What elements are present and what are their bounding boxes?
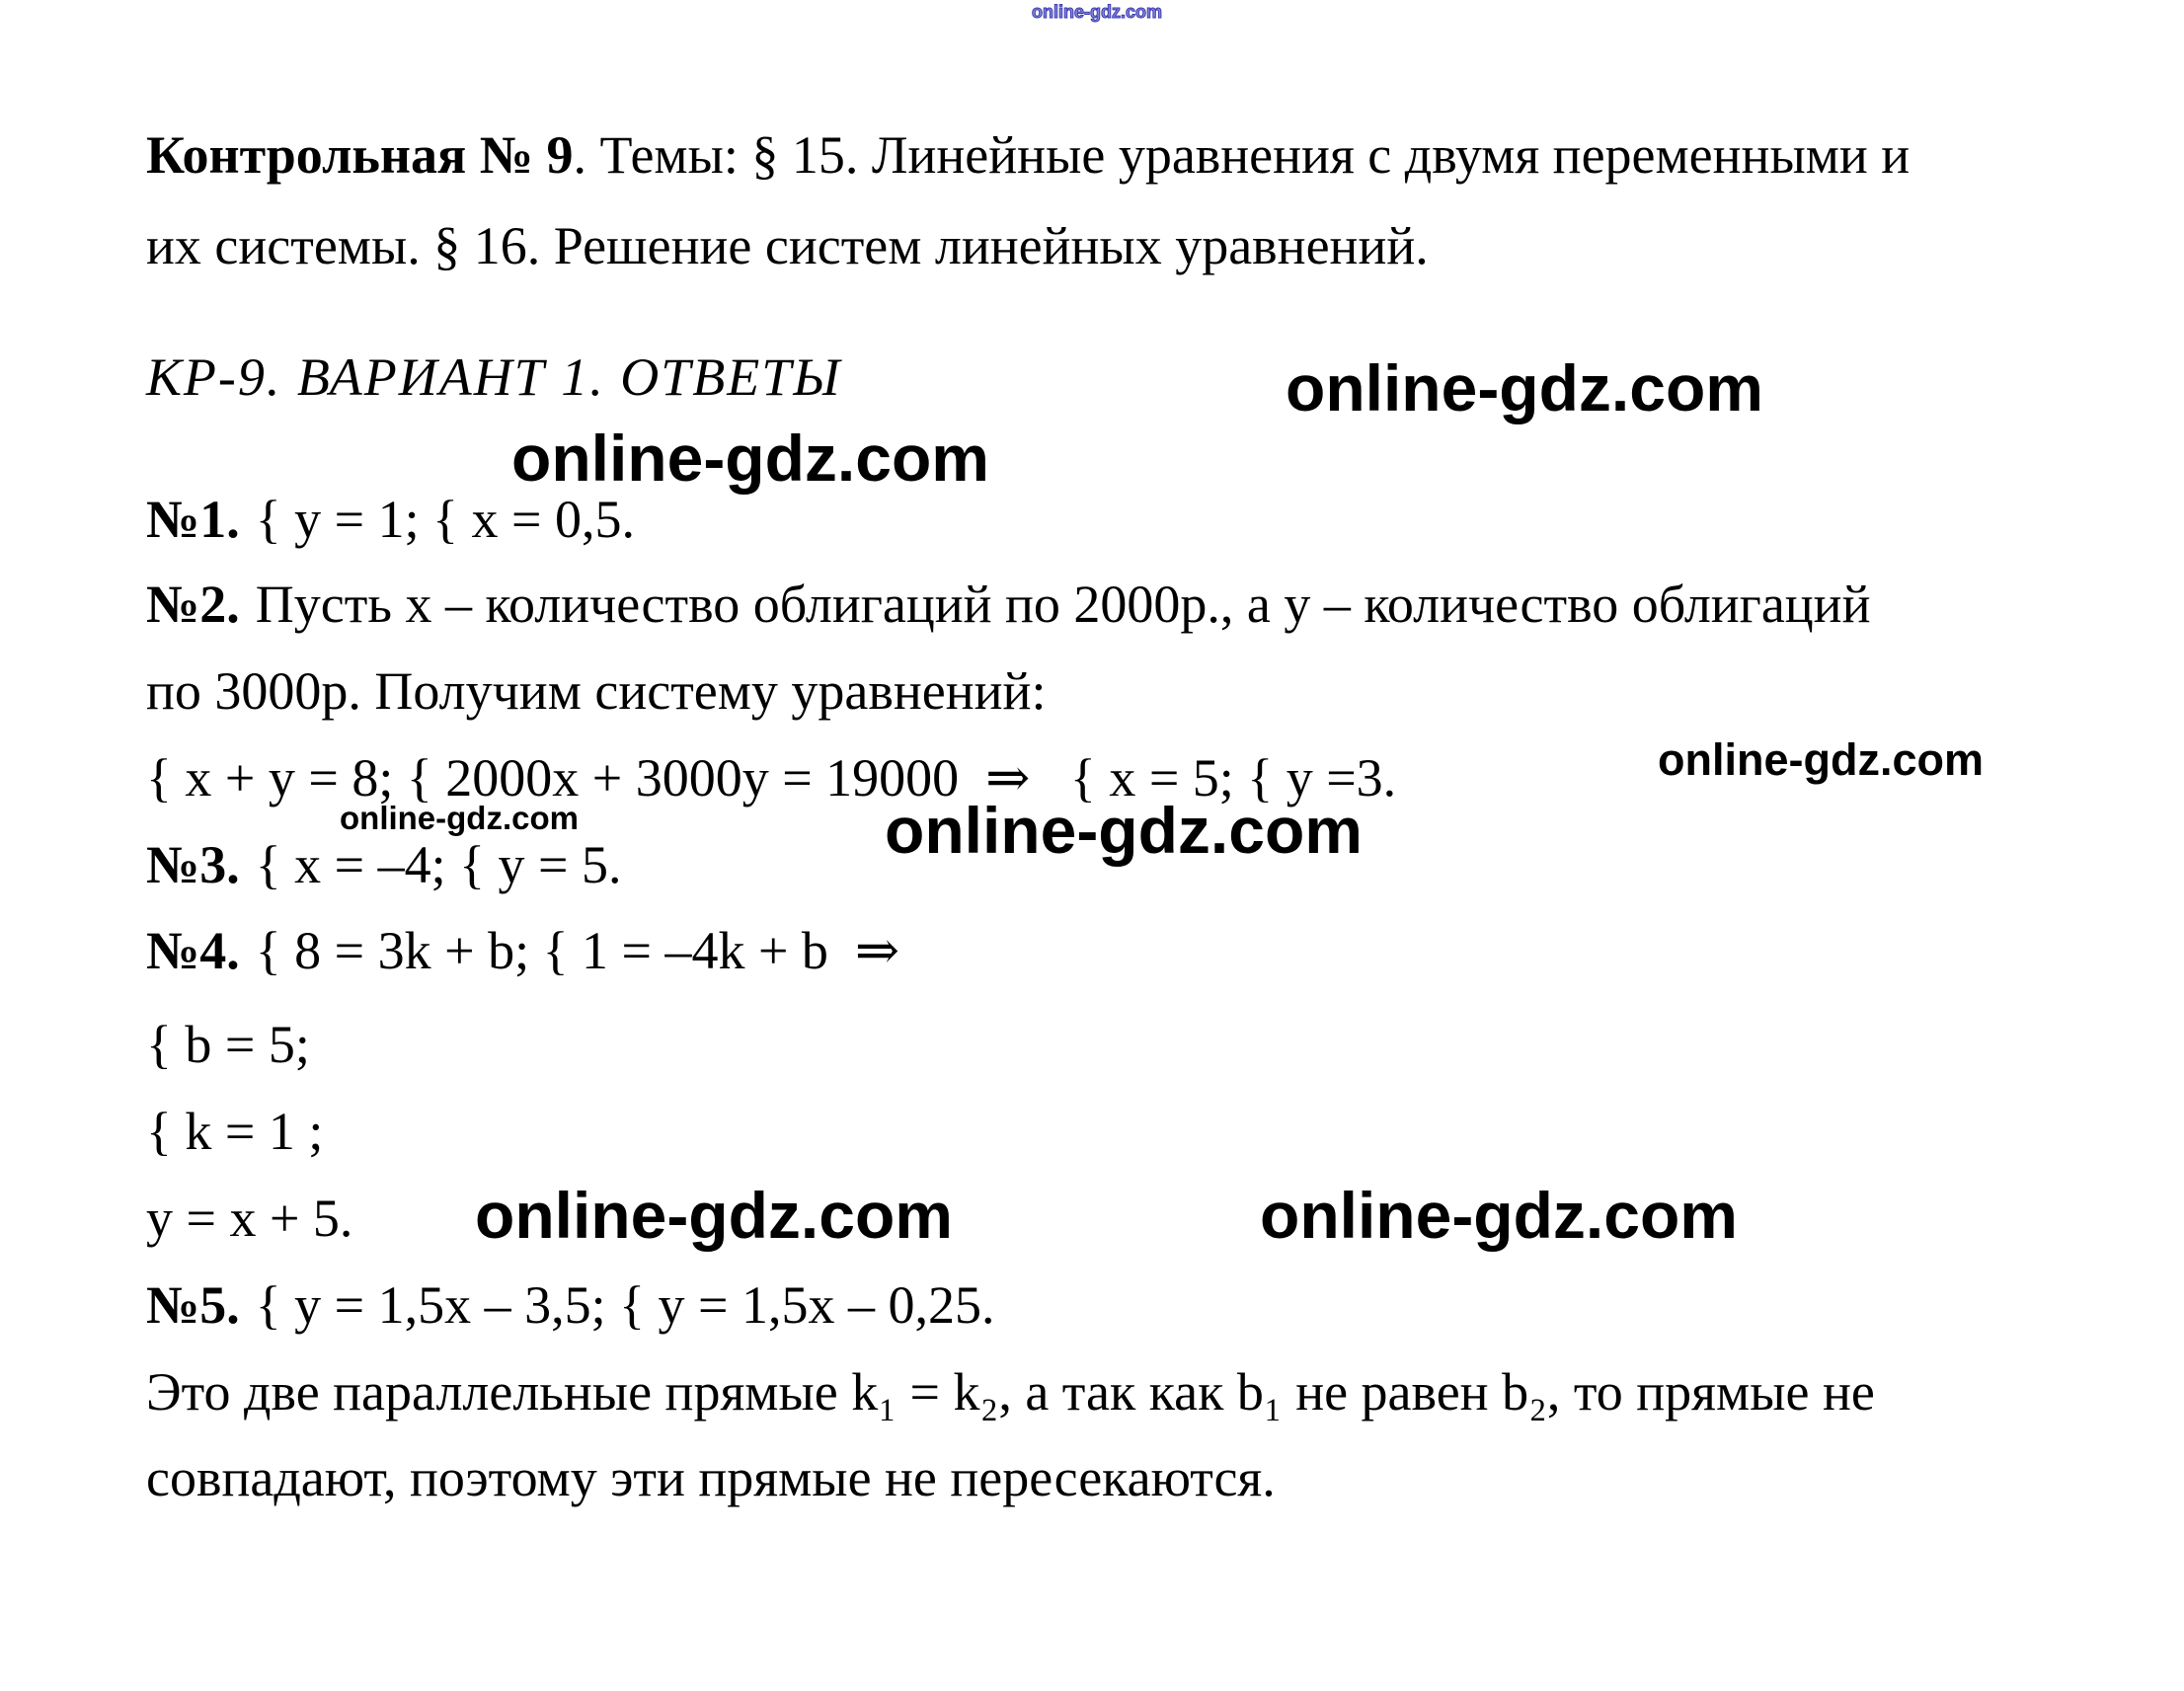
answer-4-line-2 [146, 1013, 310, 1077]
answer-4-line-3 [146, 1100, 323, 1164]
answer-5-line-2 [146, 1360, 1875, 1424]
watermark-small-left: online-gdz.com [340, 800, 579, 836]
answer-4-line-4 [146, 1187, 352, 1251]
answer-1-label: №1. [146, 490, 240, 549]
answer-4-text: { 8 = 3k + b; { 1 = –4k + b ⇒ [255, 921, 900, 980]
answer-4-b-value: { b = 5; [146, 1015, 310, 1074]
answer-3-text: { x = –4; { y = 5. [255, 835, 622, 894]
variant-title [146, 346, 841, 410]
watermark-bottom-left: online-gdz.com [475, 1179, 953, 1252]
answer-3-label: №3. [146, 835, 240, 894]
answer-1 [146, 488, 635, 552]
answer-4-label: №4. [146, 921, 240, 980]
watermark-bottom-right: online-gdz.com [1260, 1179, 1738, 1252]
heading-topics: . Темы: § 15. Линейные уравнения с двумя переменными и [573, 125, 1911, 185]
answer-2-text: Пусть x – количество облигаций по 2000р., а y – количество облигаций [255, 575, 1871, 634]
watermark-equation-right: online-gdz.com [1658, 734, 1984, 785]
answer-1-text: { y = 1; { x = 0,5. [255, 490, 636, 549]
variant-title-text: КР-9. ВАРИАНТ 1. ОТВЕТЫ [146, 347, 842, 407]
answer-5-explanation-2: совпадают, поэтому эти прямые не пересекаются. [146, 1448, 1276, 1507]
answer-2-label: №2. [146, 575, 240, 634]
answer-2-line-1 [146, 573, 1870, 637]
answer-5-text: { y = 1,5x – 3,5; { y = 1,5x – 0,25. [255, 1275, 995, 1335]
watermark-top-blue: online-gdz.com [1032, 2, 1162, 22]
answer-4-equation: y = x + 5. [146, 1189, 353, 1248]
answer-2-system: { x + y = 8; { 2000x + 3000y = 19000 ⇒ { x = 5; { y =3. [146, 748, 1397, 807]
answer-5-line-1 [146, 1273, 995, 1338]
answer-2-line-2 [146, 659, 1046, 724]
answer-4-k-value: { k = 1 ; [146, 1102, 324, 1161]
answer-3 [146, 833, 622, 897]
answer-4-line-1 [146, 919, 899, 983]
watermark-variant-right: online-gdz.com [1286, 351, 1763, 424]
answer-2-line-3 [146, 746, 1396, 810]
answer-5-line-3 [146, 1446, 1276, 1510]
answer-5-explanation-1: Это две параллельные прямые k₁ = k₂, а так как b₁ не равен b₂, то прямые не [146, 1362, 1875, 1422]
watermark-variant-left: online-gdz.com [511, 422, 989, 495]
heading-line-2 [146, 214, 1429, 278]
watermark-center: online-gdz.com [885, 794, 1363, 867]
answer-2-text-2: по 3000р. Получим систему уравнений: [146, 661, 1047, 721]
heading-line-1 [146, 123, 1910, 188]
heading-topics-continued: их системы. § 16. Решение систем линейных уравнений. [146, 216, 1429, 275]
heading-test-number: Контрольная № 9 [146, 125, 574, 185]
answer-5-label: №5. [146, 1275, 240, 1335]
